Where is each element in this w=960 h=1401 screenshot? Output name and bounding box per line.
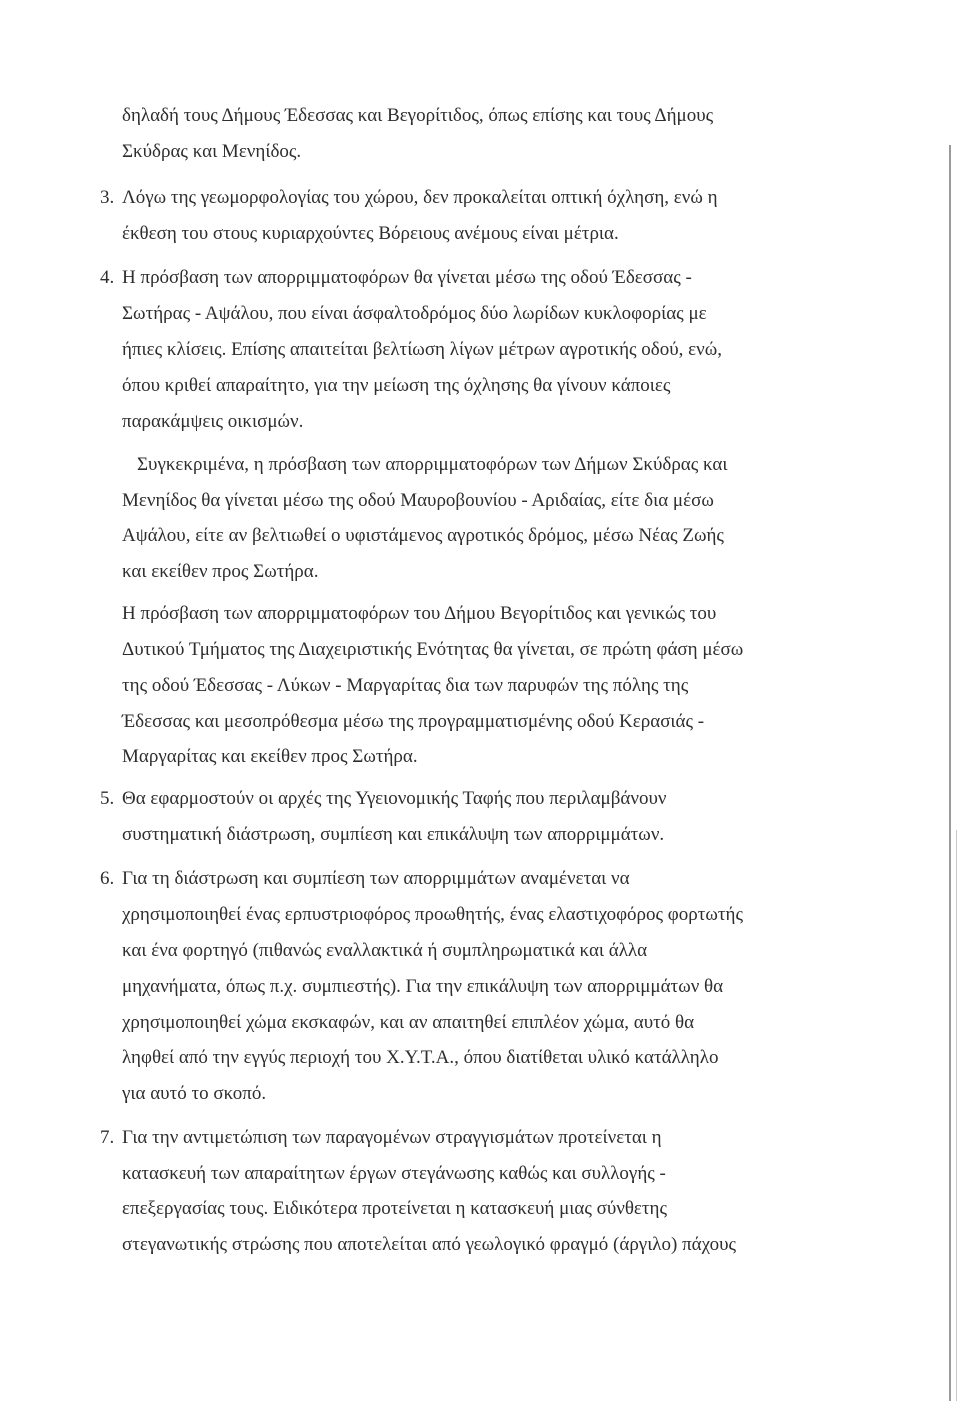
list-number: 7.	[100, 1127, 115, 1148]
text-line: Συγκεκριμένα, η πρόσβαση των απορριμματοφόρων των Δήμων Σκύδρας και	[137, 454, 728, 475]
text-line: επεξεργασίας τους. Ειδικότερα προτείνεται η κατασκευή μιας σύνθετης	[122, 1198, 668, 1219]
text-line: Σκύδρας και Μενηίδος.	[122, 141, 302, 162]
text-line: χρησιμοποιηθεί χώμα εκσκαφών, και αν απαιτηθεί επιπλέον χώμα, αυτό θα	[122, 1012, 695, 1033]
text-line: Μενηίδος θα γίνεται μέσω της οδού Μαυροβουνίου - Αριδαίας, είτε δια μέσω	[122, 490, 714, 511]
list-number: 4.	[100, 267, 115, 288]
text-line: Έδεσσας και μεσοπρόθεσμα μέσω της προγραμματισμένης οδού Κερασιάς -	[122, 711, 705, 732]
text-line: έκθεση του στους κυριαρχούντες Βόρειους ανέμους είναι μέτρια.	[122, 223, 619, 244]
text-line: και ένα φορτηγό (πιθανώς εναλλακτικά ή συμπληρωματικά και άλλα	[122, 940, 648, 961]
text-line: Για την αντιμετώπιση των παραγομένων στραγγισμάτων προτείνεται η	[122, 1127, 662, 1148]
list-number: 6.	[100, 868, 115, 889]
scan-edge-line	[956, 830, 957, 1401]
text-line: Σωτήρας - Αψάλου, που είναι άσφαλτοδρόμος δύο λωρίδων κυκλοφορίας με	[122, 303, 707, 324]
text-line: Μαργαρίτας και εκείθεν προς Σωτήρα.	[122, 746, 418, 767]
text-line: μηχανήματα, όπως π.χ. συμπιεστής). Για την επικάλυψη των απορριμμάτων θα	[122, 976, 724, 997]
text-line: στεγανωτικής στρώσης που αποτελείται από γεωλογικό φραγμό (άργιλο) πάχους	[122, 1234, 737, 1255]
text-line: Δυτικού Τμήματος της Διαχειριστικής Ενότητας θα γίνεται, σε πρώτη φάση μέσω	[122, 639, 744, 660]
text-line: παρακάμψεις οικισμών.	[122, 411, 304, 432]
text-line: της οδού Έδεσσας - Λύκων - Μαργαρίτας δια των παρυφών της πόλης της	[122, 675, 689, 696]
text-line: Για τη διάστρωση και συμπίεση των απορριμμάτων αναμένεται να	[122, 868, 630, 889]
text-line: Θα εφαρμοστούν οι αρχές της Υγειονομικής Ταφής που περιλαμβάνουν	[122, 788, 667, 809]
text-line: χρησιμοποιηθεί ένας ερπυστριοφόρος προωθητής, ένας ελαστιχοφόρος φορτωτής	[122, 904, 743, 925]
text-line: Η πρόσβαση των απορριμματοφόρων του Δήμου Βεγορίτιδος και γενικώς του	[122, 603, 717, 624]
text-line: Λόγω της γεωμορφολογίας του χώρου, δεν προκαλείται οπτική όχληση, ενώ η	[122, 187, 718, 208]
text-line: Αψάλου, είτε αν βελτιωθεί ο υφιστάμενος αγροτικός δρόμος, μέσω Νέας Ζωής	[122, 525, 724, 546]
scan-edge-line	[949, 145, 951, 1401]
text-line: και εκείθεν προς Σωτήρα.	[122, 561, 319, 582]
text-line: κατασκευή των απαραίτητων έργων στεγάνωσης καθώς και συλλογής -	[122, 1163, 666, 1184]
text-line: όπου κριθεί απαραίτητο, για την μείωση της όχλησης θα γίνουν κάποιες	[122, 375, 671, 396]
text-line: για αυτό το σκοπό.	[122, 1083, 267, 1104]
text-line: δηλαδή τους Δήμους Έδεσσας και Βεγορίτιδος, όπως επίσης και τους Δήμους	[122, 105, 714, 126]
list-number: 3.	[100, 187, 115, 208]
list-number: 5.	[100, 788, 115, 809]
text-line: Η πρόσβαση των απορριμματοφόρων θα γίνεται μέσω της οδού Έδεσσας -	[122, 267, 692, 288]
text-line: συστηματική διάστρωση, συμπίεση και επικάλυψη των απορριμμάτων.	[122, 824, 665, 845]
text-line: ληφθεί από την εγγύς περιοχή του Χ.Υ.Τ.Α., όπου διατίθεται υλικό κατάλληλο	[122, 1047, 719, 1068]
text-line: ήπιες κλίσεις. Επίσης απαιτείται βελτίωση λίγων μέτρων αγροτικής οδού, ενώ,	[122, 339, 722, 360]
